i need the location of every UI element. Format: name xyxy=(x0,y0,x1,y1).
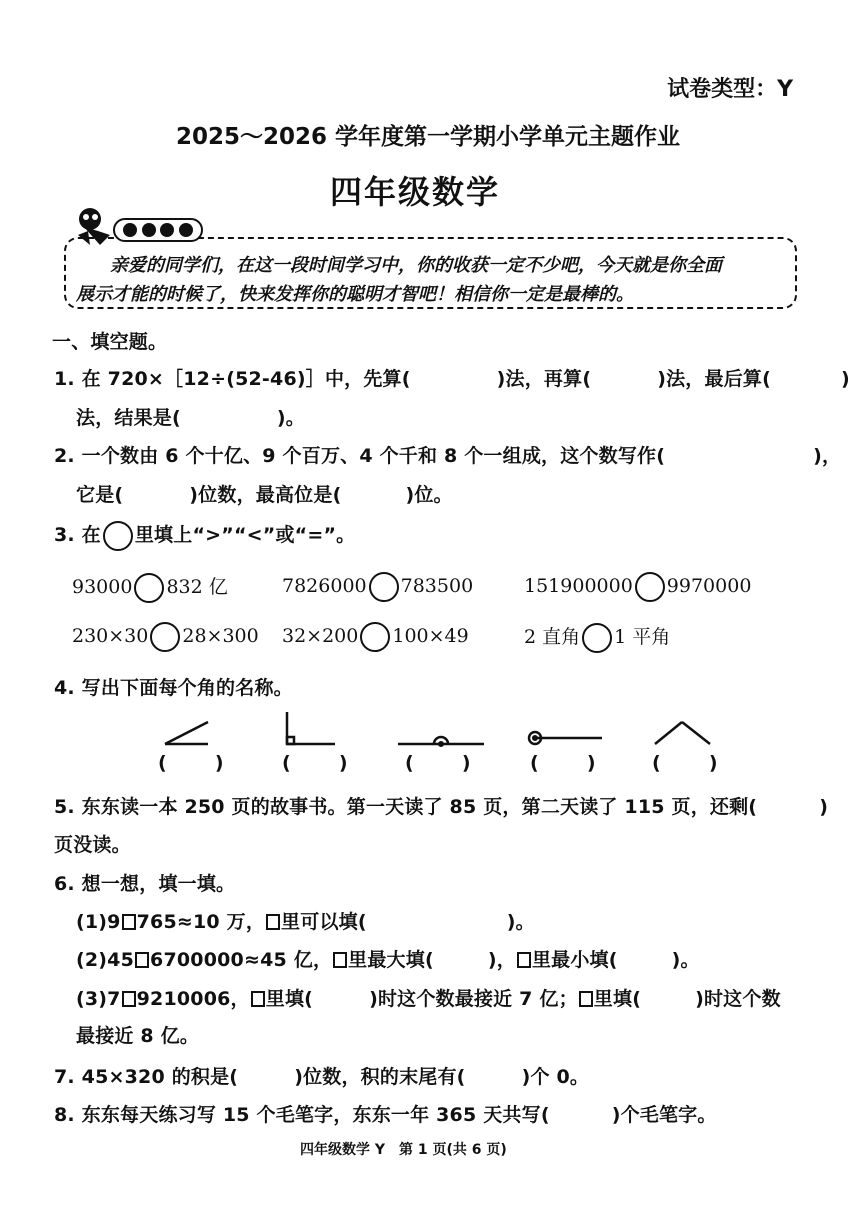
compare-item-2 xyxy=(282,572,473,602)
compare-item-6 xyxy=(524,622,670,653)
q1-text-c: )法，最后算( xyxy=(657,368,771,390)
compare-left: 32×200 xyxy=(282,625,359,647)
paper-type: 试卷类型：Y xyxy=(667,77,793,102)
question-3 xyxy=(54,520,355,551)
acute-angle-icon xyxy=(165,722,208,744)
q2-text-b: )， xyxy=(813,445,842,467)
intro-line-1: 亲爱的同学们，在这一段时间学习中，你的收获一定不少吧，今天就是你全面 xyxy=(110,255,722,276)
angle-answer-1[interactable]: ( ) xyxy=(158,752,224,774)
compare-right: 1 平角 xyxy=(614,626,671,648)
compare-item-1 xyxy=(72,572,228,603)
q3-text-b: 里填上“>”“<”或“=”。 xyxy=(134,524,356,546)
intro-line-2: 展示才能的时候了，快来发挥你的聪明才智吧！相信你一定是最棒的。 xyxy=(76,284,634,305)
question-5-line-1 xyxy=(54,792,828,819)
digit-box xyxy=(333,952,347,968)
q2-text-c: 它是( xyxy=(76,484,124,506)
intro-badge xyxy=(113,218,203,242)
compare-left: 230×30 xyxy=(72,625,149,647)
digit-box xyxy=(579,991,593,1007)
question-6-sub-2: (2)45 6700000≈45 亿， 里最大填( )， 里最小填( )。 xyxy=(76,949,700,971)
q5-text-a: 5. 东东读一本 250 页的故事书。第一天读了 85 页，第二天读了 115 页，还剩( xyxy=(54,796,758,818)
compare-left: 2 直角 xyxy=(524,626,581,648)
compare-answer-circle[interactable] xyxy=(150,622,180,652)
q1-text-b: )法，再算( xyxy=(496,368,592,390)
question-4: 4. 写出下面每个角的名称。 xyxy=(54,677,293,699)
compare-item-3 xyxy=(524,572,751,602)
question-1-line-1 xyxy=(54,364,850,391)
q1-text-f: )。 xyxy=(276,407,305,429)
obtuse-angle-icon xyxy=(655,722,710,744)
full-angle-icon xyxy=(529,732,602,744)
page-title: 2025～2026 学年度第一学期小学单元主题作业 xyxy=(175,124,681,150)
digit-box xyxy=(517,952,531,968)
compare-item-4 xyxy=(72,622,259,652)
question-6-sub-1: (1)9 765≈10 万， 里可以填( )。 xyxy=(76,911,535,933)
compare-answer-circle[interactable] xyxy=(360,622,390,652)
right-angle-icon xyxy=(287,712,335,744)
subject-title: 四年级数学 xyxy=(330,173,501,211)
compare-answer-circle[interactable] xyxy=(582,623,612,653)
q1-text-d: ) xyxy=(841,368,850,390)
q1-text-e: 法，结果是( xyxy=(76,407,181,429)
compare-answer-circle[interactable] xyxy=(134,573,164,603)
question-8: 8. 东东每天练习写 15 个毛笔字，东东一年 365 天共写( )个毛笔字。 xyxy=(54,1104,717,1126)
angle-answer-3[interactable]: ( ) xyxy=(405,752,471,774)
compare-right: 9970000 xyxy=(666,575,752,597)
compare-right: 100×49 xyxy=(392,625,469,647)
angle-figures xyxy=(150,706,730,752)
q2-text-a: 2. 一个数由 6 个十亿、9 个百万、4 个千和 8 个一组成，这个数写作( xyxy=(54,445,666,467)
compare-right: 783500 xyxy=(400,575,474,597)
question-6-sub-3-cont: 最接近 8 亿。 xyxy=(76,1025,200,1047)
angle-answer-2[interactable]: ( ) xyxy=(282,752,348,774)
compare-right: 832 亿 xyxy=(166,576,228,598)
compare-left: 7826000 xyxy=(282,575,367,597)
question-2-line-2 xyxy=(76,480,453,507)
compare-right: 28×300 xyxy=(182,625,259,647)
q5-text-b: ) xyxy=(819,796,829,818)
angle-answer-4[interactable]: ( ) xyxy=(530,752,596,774)
straight-angle-icon xyxy=(398,737,484,746)
compare-circle-icon xyxy=(103,521,133,551)
question-2-line-1 xyxy=(54,441,841,468)
q2-text-e: )位。 xyxy=(405,484,453,506)
angle-answer-5[interactable]: ( ) xyxy=(652,752,718,774)
q3-text-a: 3. 在 xyxy=(54,524,101,546)
question-5-line-2: 页没读。 xyxy=(54,834,131,856)
digit-box xyxy=(122,991,136,1007)
q1-text-a: 1. 在 720×［12÷(52-46)］中，先算( xyxy=(54,368,411,390)
compare-left: 151900000 xyxy=(524,575,633,597)
compare-answer-circle[interactable] xyxy=(369,572,399,602)
compare-left: 93000 xyxy=(72,576,133,598)
question-6-sub-3: (3)7 9210006， 里填( )时这个数最接近 7 亿； 里填( )时这个数 xyxy=(76,988,781,1010)
question-6: 6. 想一想，填一填。 xyxy=(54,873,236,895)
compare-item-5 xyxy=(282,622,469,652)
q2-text-d: )位数，最高位是( xyxy=(189,484,342,506)
question-1-line-2 xyxy=(76,403,305,430)
page-footer: 四年级数学 Y 第 1 页(共 6 页) xyxy=(300,1142,507,1158)
question-7: 7. 45×320 的积是( )位数，积的末尾有( )个 0。 xyxy=(54,1066,590,1088)
compare-answer-circle[interactable] xyxy=(635,572,665,602)
digit-box xyxy=(266,914,280,930)
digit-box xyxy=(135,952,149,968)
digit-box xyxy=(122,914,136,930)
digit-box xyxy=(251,991,265,1007)
section-heading: 一、填空题。 xyxy=(52,331,168,353)
